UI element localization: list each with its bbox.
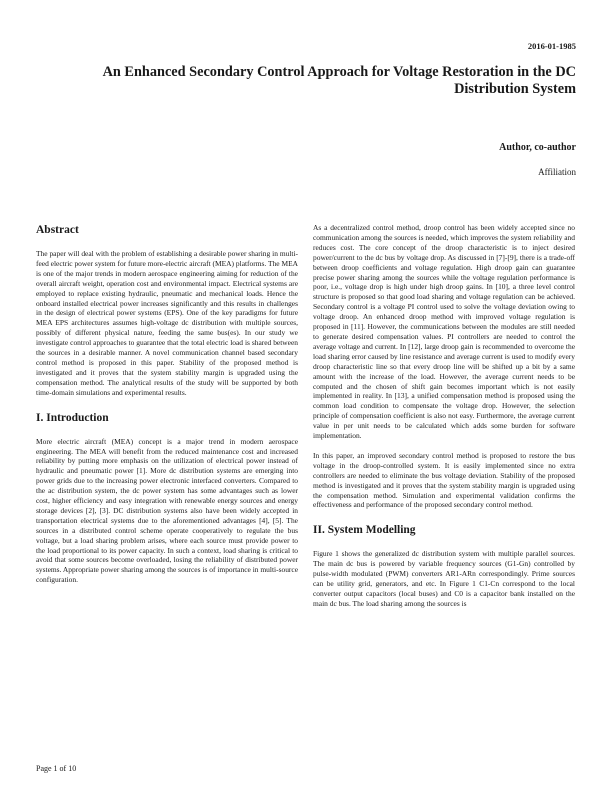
system-modelling-paragraph: Figure 1 shows the generalized dc distribution system with multiple parallel sources. The main dc bus is powered by variable frequency sources (G1-Gn) controlled by pulse-width modulated (PWM) converters AR1-ARn correspondingly. Prime sources can be utility grid, generators, and etc. In Figure 1 C1-Cn correspond to the local converter output capacitors (local buses) and C0 is a capacitor bank installed on the main dc bus. The load sharing among the sources is xyxy=(313,549,575,608)
author-line: Author, co-author xyxy=(499,142,576,153)
introduction-paragraph-2: As a decentralized control method, droop control has been widely accepted since no communication among the sources is needed, which improves the system reliability and reduces cost. The core concept of the droop characteristic is to inject desired power/current to the dc bus by voltage drop. As discussed in [7]-[9], there is a trade-off between droop coefficients and voltage regulation. High droop gain can guarantee precise power sharing among the sources while the voltage regulation performance is poor, i.e., voltage drop is high under high droop gains. In [10], a three level control structure is proposed so that good load sharing and voltage regulation can be achieved. Secondary control is a voltage PI control used to solve the voltage deviation owing to voltage droop. An enhanced droop method with improved voltage regulation is proposed in [11]. However, the communications between the modules are still needed to generate desired compensation values. PI controllers are needed to control the average voltage and current. In [12], large droop gain is recommended to overcome the load sharing error caused by line resistance and average current is used to modify every droop characteristic line so that every droop line will be shifted up a bit by a same amount with the increase of the load. However, the average current needs to be computed and the chosen of shift gain becomes important which is not easily implemented in reality. In [13], a unified compensation method is proposed using the common load condition to compensate the voltage drop. However, the selection principle of compensation coefficient is also not easy. Furthermore, the average current value in per unit needs to be calculated which adds some burden for software implementation. xyxy=(313,223,575,441)
abstract-text: The paper will deal with the problem of establishing a desirable power sharing in multi-feed electric power system for future more-electric aircraft (MEA) platforms. The MEA is one of the major trends in modern aerospace engineering aiming for reduction of the overall aircraft weight, operation cost and environmental impact. Electrical systems are employed to replace existing hydraulic, pneumatic and mechanical loads. Hence the onboard installed electrical power increases significantly and this results in challenges in the design of electrical power systems (EPS). One of the key paradigms for future MEA EPS architectures assumes high-voltage dc distribution with multiple sources, possibly of different physical nature, feeding the same bus(es). In our study we investigate control approaches to guarantee that the total electric load is shared between the sources in a desirable manner. A novel communication channel based secondary control method is proposed in this paper. Stability of the proposed method is investigated and it proves that the system stability margin is upgraded using the compensation method. The analytical results of the study will be supported by both time-domain simulations and experimental results. xyxy=(36,249,298,397)
page-number: Page 1 of 10 xyxy=(36,764,77,773)
left-column xyxy=(36,224,298,595)
introduction-heading: I. Introduction xyxy=(36,411,109,424)
introduction-paragraph-3: In this paper, an improved secondary control method is proposed to restore the bus voltage in the droop-controlled system. It is easily implemented since no extra controllers are needed to eliminate the bus voltage deviation. Stability of the proposed method is investigated and it proves that the system stability margin is upgraded using the compensation method. Simulation and experimental validation confirms the effectiveness and performance of the proposed secondary control method. xyxy=(313,450,575,510)
introduction-paragraph-1: More electric aircraft (MEA) concept is a major trend in modern aerospace engineering. The MEA will benefit from the reduced maintenance cost and increased reliability by putting more emphasis on the utilization of electrical power instead of hydraulic and pneumatic power [1]. More dc distribution systems are emerging into power grids due to the increasing power electronic interfaced converters. Compared to the ac distribution system, the dc power system has some advantages such as lower cost, higher efficiency and easy integration with renewable energy sources and energy storage devices [2], [3]. DC distribution systems also have been widely accepted in transportation electrical systems due to the aforementioned advantages [4], [5]. The sources in a distributed control scheme operate cooperatively to regulate the bus voltage, but a load sharing problem arises, where each source must provide power to the load proportional to its power capacity. In such a context, load sharing is critical to avoid that some sources become overloaded, losing the reliability of distributed power systems. Appropriate power sharing among the sources is of importance in multi-source configuration. xyxy=(36,436,298,585)
paper-title: An Enhanced Secondary Control Approach for Voltage Restoration in the DC Distribution System xyxy=(102,64,576,97)
abstract-heading: Abstract xyxy=(36,224,79,236)
right-column xyxy=(313,223,575,619)
system-modelling-heading: II. System Modelling xyxy=(313,524,416,537)
affiliation: Affiliation xyxy=(538,167,576,177)
paper-id: 2016-01-1985 xyxy=(527,41,576,51)
